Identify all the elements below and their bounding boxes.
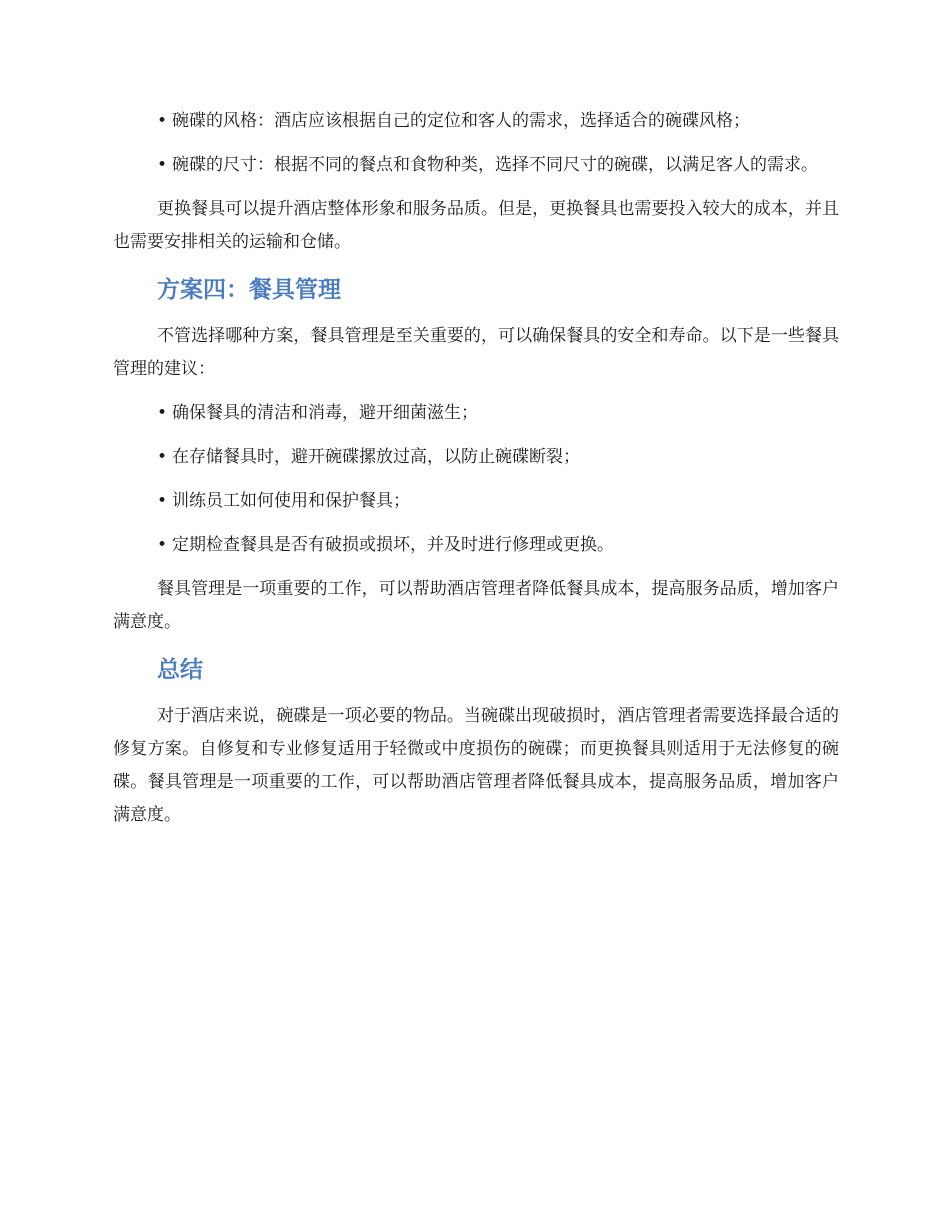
- paragraph-summary: 对于酒店来说，碗碟是一项必要的物品。当碗碟出现破损时，酒店管理者需要选择最合适的修复方案。自修复和专业修复适用于轻微或中度损伤的碗碟；而更换餐具则适用于无法修复的碗碟。餐具管理是一项重要的工作，可以帮助酒店管理者降低餐具成本，提高服务品质，增加客户满意度。: [113, 706, 839, 825]
- bullet-bowl-style: • 碗碟的风格：酒店应该根据自己的定位和客人的需求，选择适合的碗碟风格；: [113, 105, 839, 138]
- paragraph-management-intro: 不管选择哪种方案，餐具管理是至关重要的，可以确保餐具的安全和寿命。以下是一些餐具管理的建议：: [113, 326, 839, 379]
- bullet-regular-inspection: • 定期检查餐具是否有破损或损坏，并及时进行修理或更换。: [113, 529, 839, 562]
- paragraph-replace-tableware: 更换餐具可以提升酒店整体形象和服务品质。但是，更换餐具也需要投入较大的成本，并且也需要安排相关的运输和仓储。: [113, 199, 839, 252]
- section-heading-tableware-management: 方案四：餐具管理: [157, 277, 341, 303]
- bullet-bowl-size: • 碗碟的尺寸：根据不同的餐点和食物种类，选择不同尺寸的碗碟，以满足客人的需求。: [113, 149, 839, 182]
- bullet-staff-training: • 训练员工如何使用和保护餐具；: [113, 485, 839, 518]
- bullet-clean-disinfect: • 确保餐具的清洁和消毒，避开细菌滋生；: [113, 397, 839, 430]
- paragraph-management-closing: 餐具管理是一项重要的工作，可以帮助酒店管理者降低餐具成本，提高服务品质，增加客户满意度。: [113, 579, 839, 632]
- document-page: [113, 105, 839, 843]
- section-heading-summary: 总结: [157, 657, 203, 683]
- bullet-storage-stacking: • 在存储餐具时，避开碗碟摞放过高，以防止碗碟断裂；: [113, 441, 839, 474]
